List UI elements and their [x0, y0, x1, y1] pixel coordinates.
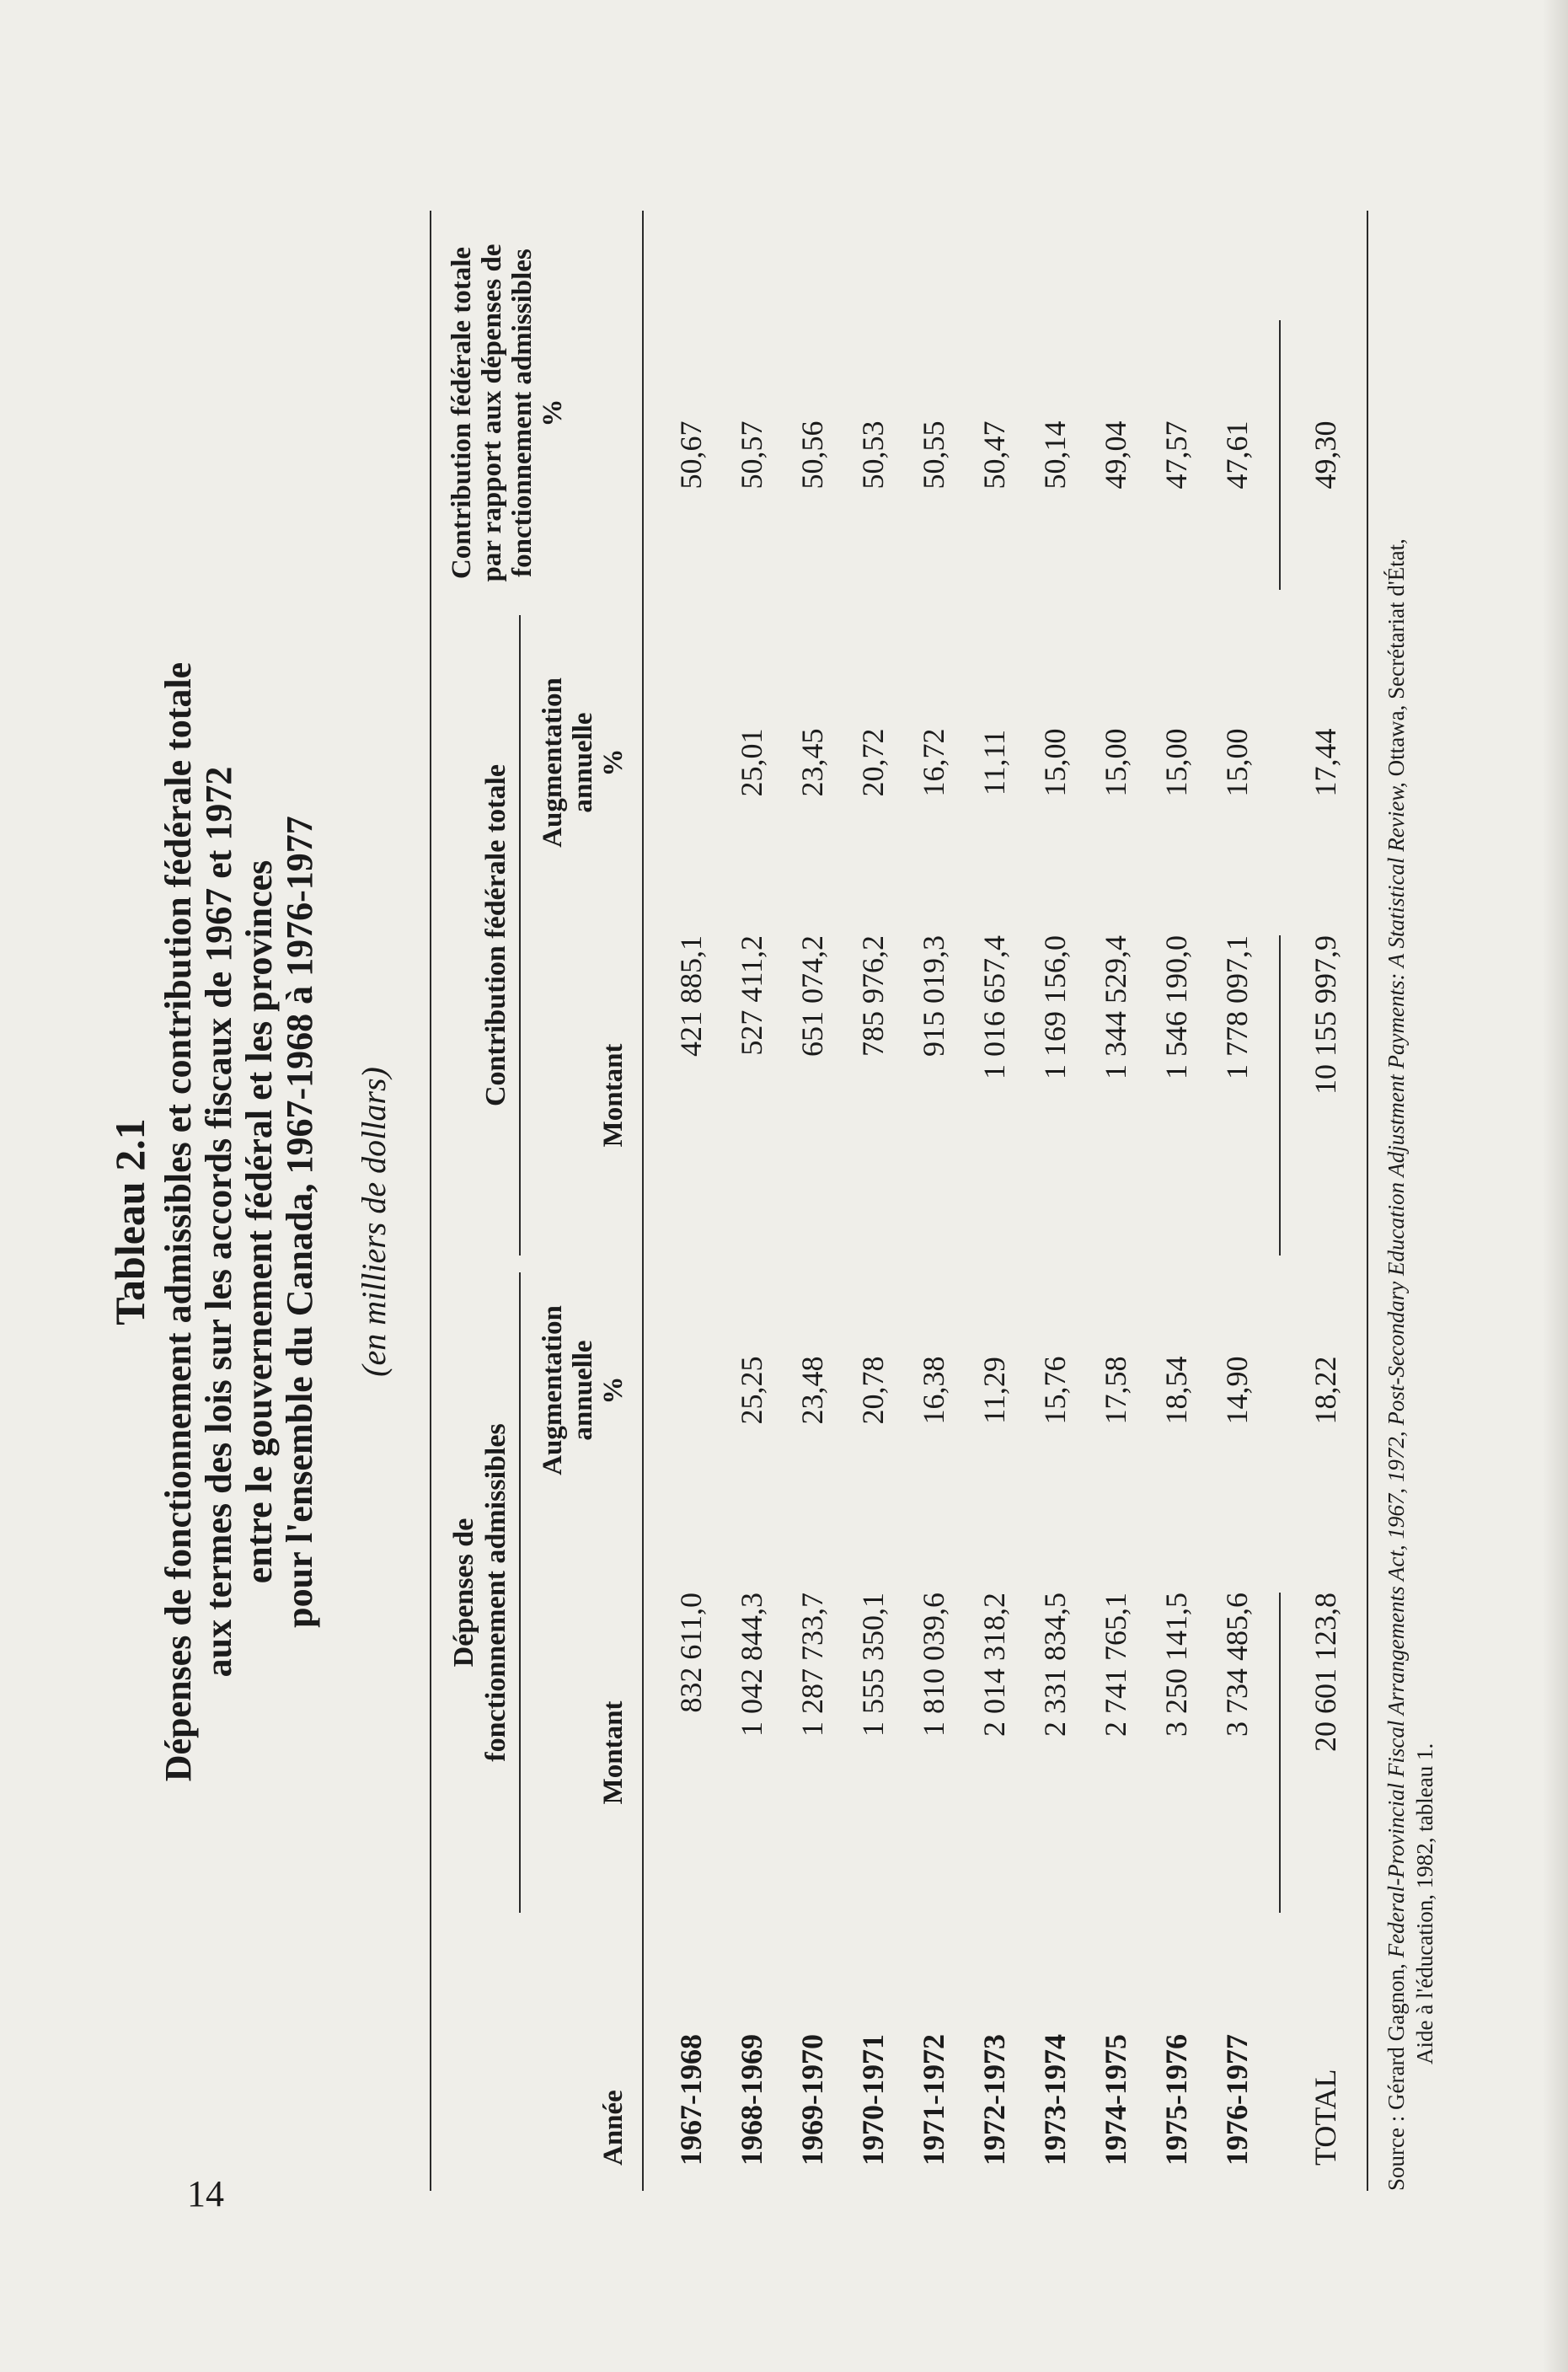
cell-expenses-amount: 1 810 039,6 [917, 1593, 950, 1737]
cell-federal-increase: 11,11 [977, 729, 1011, 796]
table-row [965, 211, 1024, 2191]
cell-ratio: 47,61 [1220, 420, 1254, 490]
ratio-header-line-3: fonctionnement admissibles [507, 249, 538, 577]
cell-total-federal-amount: 10 155 997,9 [1308, 935, 1342, 1095]
table-label: Tableau 2.1 [106, 1118, 153, 1325]
source-prefix: Source : Gérard Gagnon, [1383, 1957, 1409, 2191]
expenses-increase-line-2: annuelle [568, 1340, 598, 1441]
table-row [722, 211, 781, 2191]
unit-note: (en milliers de dollars) [355, 1067, 393, 1377]
cell-federal-amount: 1 016 657,4 [977, 935, 1011, 1079]
cell-federal-increase: 16,72 [917, 728, 950, 797]
source-title: Federal-Provincial Fiscal Arrangements Act, 1967, 1972, Post-Secondary Education Adjustment Payments: A Statistical Review, [1383, 782, 1409, 1958]
group-header-expenses [448, 1272, 512, 1913]
total-rule-ratio [1279, 320, 1281, 590]
cell-federal-amount: 1 344 529,4 [1099, 935, 1132, 1079]
cell-federal-amount: 1 778 097,1 [1220, 935, 1254, 1079]
column-header-year: Année [598, 2090, 629, 2166]
cell-ratio: 50,57 [735, 420, 768, 490]
cell-expenses-amount: 1 287 733,7 [795, 1593, 829, 1737]
total-rule-expenses [1279, 1593, 1281, 1913]
column-header-expenses-amount: Montant [598, 1700, 629, 1805]
ratio-header-line-2: par rapport aux dépenses de [477, 244, 507, 582]
cell-ratio: 47,57 [1159, 420, 1193, 490]
cell-expenses-increase: 18,54 [1159, 1356, 1193, 1425]
column-header-federal-amount: Montant [598, 1043, 629, 1148]
column-header-expenses-increase [538, 1298, 629, 1483]
cell-expenses-increase: 25,25 [735, 1356, 768, 1425]
cell-year: 1976-1977 [1220, 2034, 1254, 2166]
cell-ratio: 49,04 [1099, 420, 1132, 490]
table-row [1086, 211, 1145, 2191]
cell-year: 1971-1972 [917, 2034, 950, 2166]
cell-ratio: 50,56 [795, 420, 829, 490]
cell-federal-increase: 15,00 [1159, 728, 1193, 797]
source-note [1382, 211, 1439, 2191]
cell-federal-amount: 527 411,2 [735, 935, 768, 1056]
source-line-2: Aide à l'éducation, 1982, tableau 1. [1412, 1743, 1437, 2064]
total-rule-federal [1279, 935, 1281, 1256]
header-bottom-rule [642, 211, 644, 2191]
title-line-3: entre le gouvernement fédéral et les provinces [238, 859, 280, 1584]
cell-year: 1968-1969 [735, 2034, 768, 2166]
table-row [1147, 211, 1206, 2191]
source-line-1 [1382, 211, 1410, 2191]
cell-expenses-amount: 2 331 834,5 [1038, 1593, 1072, 1737]
cell-federal-amount: 421 885,1 [674, 935, 708, 1057]
cell-expenses-amount: 1 555 350,1 [856, 1593, 890, 1737]
cell-federal-increase: 25,01 [735, 728, 768, 797]
group-header-federal: Contribution fédérale totale [480, 763, 511, 1107]
cell-year: 1972-1973 [977, 2034, 1011, 2166]
cell-expenses-increase: 11,29 [977, 1357, 1011, 1424]
cell-expenses-amount: 3 250 141,5 [1159, 1593, 1193, 1737]
cell-expenses-increase: 14,90 [1220, 1356, 1254, 1425]
federal-increase-line-2: annuelle [568, 712, 598, 813]
cell-expenses-amount: 832 611,0 [674, 1593, 708, 1713]
cell-ratio: 50,47 [977, 420, 1011, 490]
cell-total-ratio: 49,30 [1308, 420, 1342, 490]
cell-year: 1969-1970 [795, 2034, 829, 2166]
cell-expenses-increase: 15,76 [1038, 1356, 1072, 1425]
page-edge-shadow [1543, 0, 1568, 2372]
column-header-federal-increase [538, 640, 629, 885]
title-line-4: pour l'ensemble du Canada, 1967-1968 à 1976-1977 [279, 816, 320, 1628]
cell-total-expenses-amount: 20 601 123,8 [1308, 1593, 1342, 1752]
cell-federal-increase: 15,00 [1038, 728, 1072, 797]
cell-year: 1967-1968 [674, 2034, 708, 2166]
cell-year: 1973-1974 [1038, 2034, 1072, 2166]
cell-ratio: 50,53 [856, 420, 890, 490]
cell-ratio: 50,67 [674, 420, 708, 490]
source-publisher: Ottawa, Secrétariat d'État, [1383, 538, 1409, 783]
page-number: 14 [187, 2173, 224, 2214]
cell-expenses-amount: 2 014 318,2 [977, 1593, 1011, 1737]
cell-total-federal-increase: 17,44 [1308, 728, 1342, 797]
column-header-ratio [447, 219, 568, 607]
expenses-increase-line-1: Augmentation [538, 1305, 568, 1475]
title-line-1: Dépenses de fonctionnement admissibles et contribution fédérale totale [158, 661, 199, 1782]
expenses-increase-line-3: % [598, 1376, 629, 1405]
table-total-row [1296, 211, 1355, 2191]
cell-expenses-amount: 3 734 485,6 [1220, 1593, 1254, 1737]
cell-federal-increase: 20,72 [856, 728, 890, 797]
table-row [1207, 211, 1266, 2191]
cell-expenses-increase: 20,78 [856, 1356, 890, 1425]
group-rule-expenses [519, 1272, 521, 1913]
cell-federal-amount: 1 546 190,0 [1159, 935, 1193, 1079]
cell-year: 1975-1976 [1159, 2034, 1193, 2166]
ratio-header-line-1: Contribution fédérale totale [447, 246, 477, 580]
cell-federal-increase: 23,45 [795, 728, 829, 797]
federal-increase-line-1: Augmentation [538, 677, 568, 848]
table-title [106, 169, 320, 2275]
table-row [904, 211, 963, 2191]
table-bottom-rule [1367, 211, 1368, 2191]
cell-expenses-increase: 23,48 [795, 1356, 829, 1425]
cell-federal-increase: 15,00 [1220, 728, 1254, 797]
table-row [783, 211, 842, 2191]
group-header-expenses-line-1: Dépenses de [448, 1518, 479, 1668]
ratio-header-line-4: % [538, 399, 568, 427]
cell-federal-amount: 651 074,2 [795, 935, 829, 1057]
cell-federal-increase: 15,00 [1099, 728, 1132, 797]
cell-federal-amount: 1 169 156,0 [1038, 935, 1072, 1079]
table-top-rule [430, 211, 431, 2191]
cell-expenses-increase: 16,38 [917, 1356, 950, 1425]
cell-year: 1970-1971 [856, 2034, 890, 2166]
group-rule-federal [519, 615, 521, 1256]
cell-expenses-increase: 17,58 [1099, 1356, 1132, 1425]
title-line-2: aux termes des lois sur les accords fiscaux de 1967 et 1972 [198, 766, 239, 1678]
cell-total-label: TOTAL [1308, 2069, 1342, 2166]
table-row [661, 211, 720, 2191]
group-header-expenses-line-2: fonctionnement admissibles [480, 1423, 511, 1762]
cell-federal-amount: 785 976,2 [856, 935, 890, 1057]
federal-increase-line-3: % [598, 748, 629, 777]
cell-year: 1974-1975 [1099, 2034, 1132, 2166]
cell-ratio: 50,14 [1038, 420, 1072, 490]
cell-federal-amount: 915 019,3 [917, 935, 950, 1057]
cell-total-expenses-increase: 18,22 [1308, 1356, 1342, 1425]
cell-ratio: 50,55 [917, 420, 950, 490]
cell-expenses-amount: 2 741 765,1 [1099, 1593, 1132, 1737]
cell-expenses-amount: 1 042 844,3 [735, 1593, 768, 1737]
rotated-table-frame [106, 169, 1474, 2275]
table-row [1025, 211, 1084, 2191]
table-row [843, 211, 902, 2191]
